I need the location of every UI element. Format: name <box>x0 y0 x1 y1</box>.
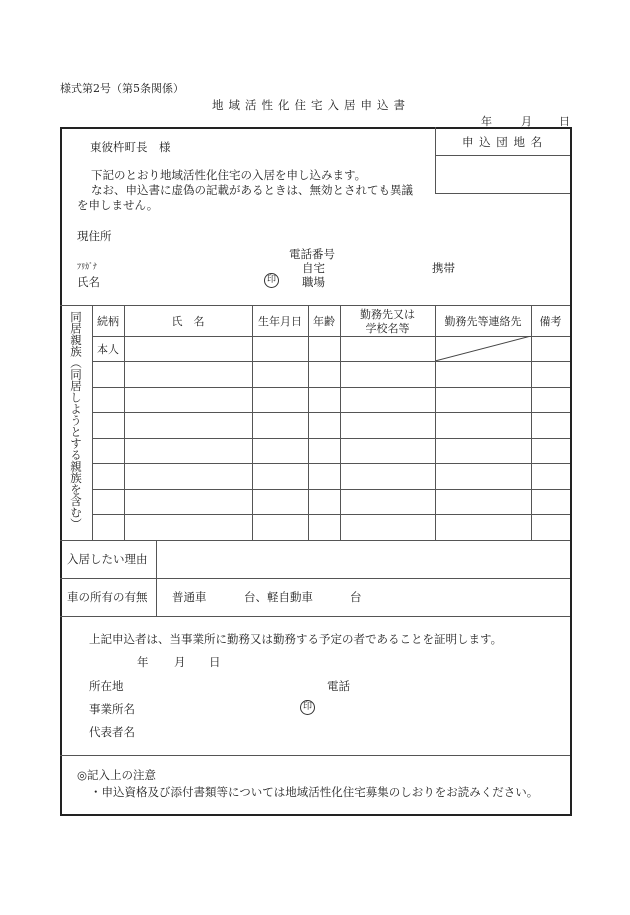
address-label: 現住所 <box>77 229 112 243</box>
statement-line-2: なお、申込書に虚偽の記載があるときは、無効とされても異議 <box>91 183 413 197</box>
table-col-line <box>531 305 532 540</box>
column-header-contact: 勤務先等連絡先 <box>444 315 522 328</box>
mobile-phone-label: 携帯 <box>432 261 455 275</box>
regular-car-count-input[interactable] <box>212 588 242 606</box>
complex-box-bottom-border <box>435 193 570 194</box>
family-name-input[interactable] <box>125 337 251 360</box>
form-number: 様式第2号（第5条関係） <box>60 82 184 95</box>
family-name-input[interactable] <box>125 490 251 513</box>
address-input[interactable] <box>120 226 560 244</box>
family-name-input[interactable] <box>125 388 251 411</box>
column-header-name: 氏 名 <box>171 315 205 328</box>
cert-month-label: 月 <box>174 655 186 669</box>
column-header-workplace-line2: 学校名等 <box>365 322 410 335</box>
employer-seal-mark <box>300 700 315 715</box>
name-label: 氏名 <box>77 275 100 289</box>
statement-line-1: 下記のとおり地域活性化住宅の入居を申し込みます。 <box>91 168 367 182</box>
statement-line-3: を申しません。 <box>77 198 159 212</box>
notes-heading: ◎記入上の注意 <box>77 768 157 782</box>
family-name-input[interactable] <box>125 464 251 488</box>
notes-item: ・申込資格及び添付書類等については地域活性化住宅募集のしおりをお読みください。 <box>90 785 539 799</box>
work-phone-label: 職場 <box>302 275 325 289</box>
employer-statement: 上記申込者は、当事業所に勤務又は勤務する予定の者であることを証明します。 <box>89 632 503 646</box>
reason-label: 入居したい理由 <box>67 552 148 566</box>
phone-label: 電話番号 <box>289 247 335 261</box>
seal-icon: 印 <box>264 273 279 288</box>
date-day-label: 日 <box>559 115 570 128</box>
table-col-line <box>308 305 309 540</box>
complex-box-left-border <box>435 127 436 193</box>
form-title: 地域活性化住宅入居申込書 <box>212 98 410 112</box>
vehicle-bottom-border <box>60 616 570 617</box>
location-label: 所在地 <box>89 679 124 693</box>
furigana-label: ﾌﾘｶﾞﾅ <box>77 262 97 271</box>
kei-car-label: 台、軽自動車 <box>244 590 313 604</box>
date-year-label: 年 <box>481 115 492 128</box>
complex-label: 申 込 団 地 名 <box>462 135 544 149</box>
kei-car-count-input[interactable] <box>318 588 348 606</box>
applicant-seal-mark <box>264 273 279 288</box>
family-side-label: 同居親族（同居しようとする親族を含む） <box>69 311 83 530</box>
column-header-relation: 続柄 <box>97 315 119 328</box>
table-top-border <box>60 305 570 306</box>
family-relation-input[interactable] <box>93 464 124 488</box>
regular-car-label: 普通車 <box>172 590 207 604</box>
reason-bottom-border <box>60 578 570 579</box>
family-relation-input[interactable] <box>93 388 124 411</box>
column-header-birthdate: 生年月日 <box>258 315 302 328</box>
family-name-input[interactable] <box>125 439 251 462</box>
cert-year-label: 年 <box>137 655 149 669</box>
family-relation-input[interactable] <box>93 515 124 539</box>
date-month-label: 月 <box>521 115 532 128</box>
family-relation-input[interactable] <box>93 490 124 513</box>
vehicle-label: 車の所有の有無 <box>67 590 148 604</box>
family-name-input[interactable] <box>125 413 251 437</box>
row-relation-self: 本人 <box>97 343 119 356</box>
complex-input[interactable] <box>437 157 568 191</box>
cert-day-label: 日 <box>209 655 221 669</box>
employer-phone-label: 電話 <box>327 679 350 693</box>
unit-label: 台 <box>350 590 362 604</box>
representative-label: 代表者名 <box>89 725 135 739</box>
notes-top-border <box>60 755 570 756</box>
home-phone-label: 自宅 <box>302 261 325 275</box>
complex-box-divider <box>435 155 570 156</box>
family-name-input[interactable] <box>125 362 251 386</box>
family-name-input[interactable] <box>125 515 251 539</box>
table-col-line <box>340 305 341 540</box>
diagonal-slash <box>435 336 531 361</box>
seal-icon: 印 <box>300 700 315 715</box>
table-col-line <box>252 305 253 540</box>
column-header-remarks: 備考 <box>539 315 562 328</box>
office-name-label: 事業所名 <box>89 702 135 716</box>
family-relation-input[interactable] <box>93 413 124 437</box>
family-relation-input[interactable] <box>93 439 124 462</box>
column-header-age: 年齢 <box>313 315 335 328</box>
column-header-workplace-line1: 勤務先又は <box>360 308 415 321</box>
reason-input[interactable] <box>157 541 568 577</box>
family-relation-input[interactable] <box>93 362 124 386</box>
addressee: 東彼杵町長 様 <box>90 140 171 154</box>
